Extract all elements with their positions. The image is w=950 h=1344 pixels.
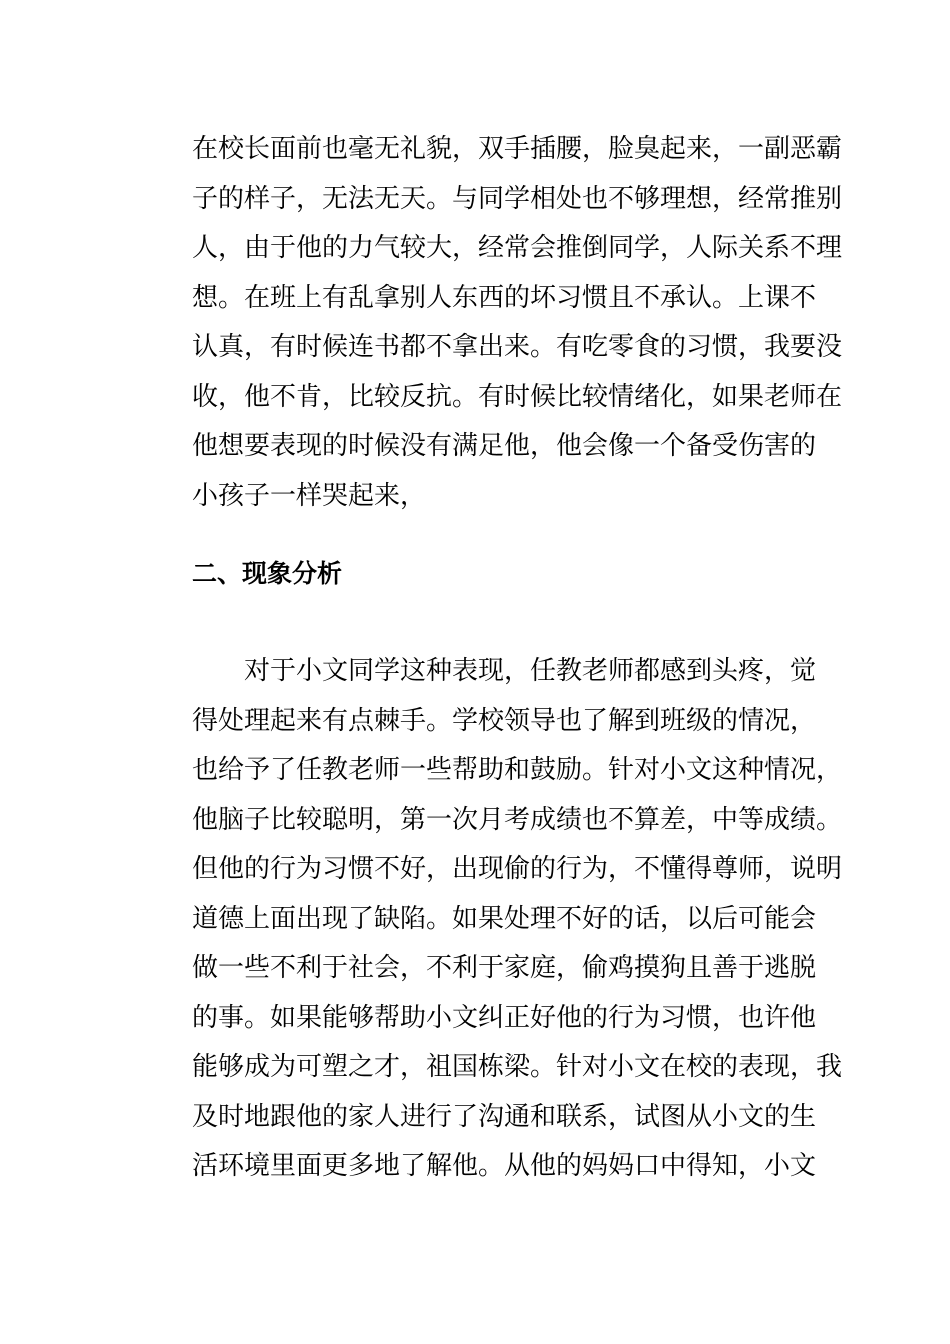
text-line: 认真，有时候连书都不拿出来。有吃零食的习惯，我要没 (192, 332, 843, 362)
section-heading: 二、现象分析 (192, 559, 343, 588)
text-line: 他想要表现的时候没有满足他，他会像一个备受伤害的 (192, 431, 817, 461)
text-line: 也给予了任教老师一些帮助和鼓励。针对小文这种情况， (192, 755, 843, 785)
text-line: 做一些不利于社会，不利于家庭，偷鸡摸狗且善于逃脱 (192, 953, 817, 983)
text-line: 在校长面前也毫无礼貌，双手插腰，脸臭起来，一副恶霸 (192, 134, 843, 164)
text-line: 但他的行为习惯不好，出现偷的行为，不懂得尊师，说明 (192, 854, 843, 884)
text-line: 得处理起来有点棘手。学校领导也了解到班级的情况， (192, 705, 817, 736)
text-line: 想。在班上有乱拿别人东西的坏习惯且不承认。上课不 (192, 282, 817, 313)
text-line: 他脑子比较聪明，第一次月考成绩也不算差，中等成绩。 (192, 804, 843, 835)
text-line: 道德上面出现了缺陷。如果处理不好的话，以后可能会 (192, 903, 817, 934)
text-line: 子的样子，无法无天。与同学相处也不够理想，经常推别 (192, 183, 843, 214)
text-line: 及时地跟他的家人进行了沟通和联系，试图从小文的生 (192, 1101, 817, 1132)
text-line: 对于小文同学这种表现，任教老师都感到头疼，觉 (192, 656, 817, 686)
text-line: 小孩子一样哭起来， (192, 480, 427, 511)
paragraph-student-behavior (192, 125, 843, 521)
text-line: 能够成为可塑之才，祖国栋梁。针对小文在校的表现，我 (192, 1052, 843, 1082)
text-line: 的事。如果能够帮助小文纠正好他的行为习惯，也许他 (192, 1002, 817, 1033)
text-line: 收，他不肯，比较反抗。有时候比较情绪化，如果老师在 (192, 381, 843, 412)
text-line: 人，由于他的力气较大，经常会推倒同学，人际关系不理 (192, 233, 843, 263)
paragraph-phenomenon-analysis (192, 647, 843, 1192)
text-line: 活环境里面更多地了解他。从他的妈妈口中得知，小文 (192, 1151, 817, 1181)
